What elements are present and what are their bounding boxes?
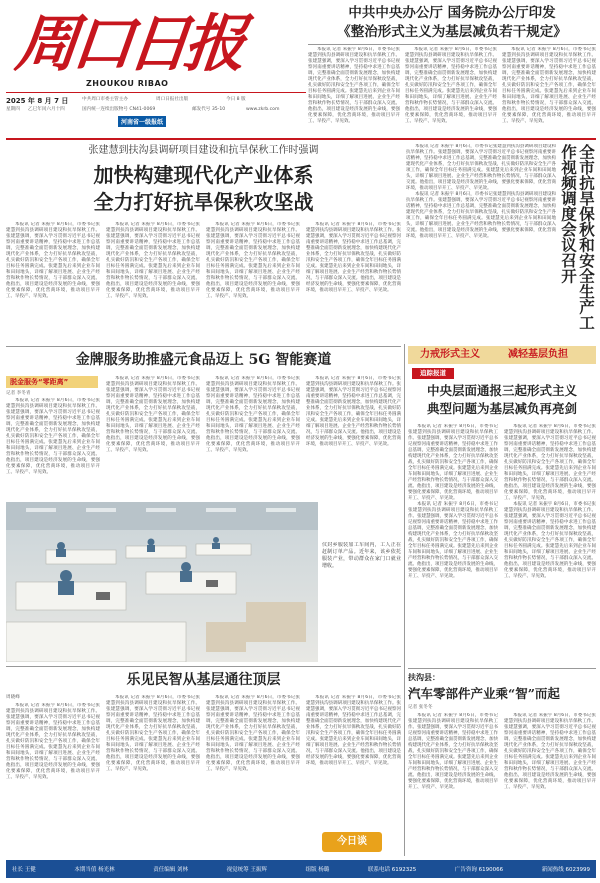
publisher: 周口日报社出版 [156, 97, 189, 102]
lead-body-1: 本报讯 记者 朱振宇 8月6日，市委书记张建慧到扶沟县调研项目建设和抗旱保秋工作。张建慧强调，要深入学习贯彻习近平总书记视察河南重要讲话精神，坚持稳中求进工作总基调，完整准确全面贯彻新发展理念，加快构建现代化产业体系，全力打好抗旱保秋攻坚战，扎实做好防汛和安全生产各项工作，确保全年目标任务圆满完成。张建慧先后来到企业车间和田间地头，详细了解项目进展、企业生产经营和秋作物长势情况，与干部群众深入交流。他指出，项目建设是经济发展的生命线，要强化要素保障，优化营商环境，推动项目早开工、早投产、早见效。 [6, 222, 100, 299]
photo-caption: 仪封乡服装加工车间内，工人正在赶制订单产品。近年来，该乡依托服装产业，带动群众在家门口就业增收。 [322, 542, 401, 569]
fugou-body-1: 本报讯 记者 朱振宇 8月6日，市委书记张建慧到扶沟县调研项目建设和抗旱保秋工作。张建慧强调，要深入学习贯彻习近平总书记视察河南重要讲话精神，坚持稳中求进工作总基调，完整准确全面贯彻新发展理念，加快构建现代化产业体系，全力打好抗旱保秋攻坚战，扎实做好防汛和安全生产各项工作，确保全年目标任务圆满完成。张建慧先后来到企业车间和田间地头，详细了解项目进展、企业生产经营和秋作物长势情况，与干部群众深入交流。他指出，项目建设是经济发展的生命线，要强化要素保障，优化营商环境，推动项目早开工、早投产、早见效。 [408, 713, 498, 790]
top-story-body-3: 本报讯 记者 朱振宇 8月6日，市委书记张建慧到扶沟县调研项目建设和抗旱保秋工作。张建慧强调，要深入学习贯彻习近平总书记视察河南重要讲话精神，坚持稳中求进工作总基调，完整准确全面贯彻新发展理念，加快构建现代化产业体系，全力打好抗旱保秋攻坚战，扎实做好防汛和安全生产各项工作，确保全年目标任务圆满完成。张建慧先后来到企业车间和田间地头，详细了解项目进展、企业生产经营和秋作物长势情况，与干部群众深入交流。他指出，项目建设是经济发展的生命线，要强化要素保障，优化营商环境，推动项目早开工、早投产、早见效。 [502, 47, 596, 124]
footer-item: 组版 杨璐 [305, 867, 330, 873]
factory-photo [6, 502, 318, 662]
footer-item: 广告咨询 6190066 [454, 867, 504, 873]
burden-banner-1: 力戒形式主义 [420, 349, 480, 360]
burden-headline-1: 中央层面通报三起形式主义 [426, 383, 577, 398]
photo-caption-box [322, 502, 401, 662]
food-story [6, 350, 401, 500]
newspaper-pinyin: ZHOUKOU RIBAO [86, 79, 169, 88]
lead-headline-2: 全力打好抗旱保秋攻坚战 [93, 190, 314, 214]
commentary [6, 670, 401, 856]
top-story-headline-1: 中共中央办公厅 国务院办公厅印发 [348, 5, 556, 21]
lead-body-3: 本报讯 记者 朱振宇 8月6日，市委书记张建慧到扶沟县调研项目建设和抗旱保秋工作。张建慧强调，要深入学习贯彻习近平总书记视察河南重要讲话精神，坚持稳中求进工作总基调，完整准确全面贯彻新发展理念，加快构建现代化产业体系，全力打好抗旱保秋攻坚战，扎实做好防汛和安全生产各项工作，确保全年目标任务圆满完成。张建慧先后来到企业车间和田间地头，详细了解项目进展、企业生产经营和秋作物长势情况，与干部群众深入交流。他指出，项目建设是经济发展的生命线，要强化要素保障，优化营商环境，推动项目早开工、早投产、早见效。 [206, 222, 300, 299]
page-count: 今日 8 版 [226, 97, 246, 102]
burden-section [408, 346, 596, 666]
commentary-headline: 乐见民智从基层通往顶层 [126, 672, 281, 688]
fugou-body-2: 本报讯 记者 朱振宇 8月6日，市委书记张建慧到扶沟县调研项目建设和抗旱保秋工作。张建慧强调，要深入学习贯彻习近平总书记视察河南重要讲话精神，坚持稳中求进工作总基调，完整准确全面贯彻新发展理念，加快构建现代化产业体系，全力打好抗旱保秋攻坚战，扎实做好防汛和安全生产各项工作，确保全年目标任务圆满完成。张建慧先后来到企业车间和田间地头，详细了解项目进展、企业生产经营和秋作物长势情况，与干部群众深入交流。他指出，项目建设是经济发展的生命线，要强化要素保障，优化营商环境，推动项目早开工、早投产、早见效。 [504, 713, 596, 790]
food-body-1: 本报讯 记者 朱振宇 8月6日，市委书记张建慧到扶沟县调研项目建设和抗旱保秋工作。张建慧强调，要深入学习贯彻习近平总书记视察河南重要讲话精神，坚持稳中求进工作总基调，完整准确全面贯彻新发展理念，加快构建现代化产业体系，全力打好抗旱保秋攻坚战，扎实做好防汛和安全生产各项工作，确保全年目标任务圆满完成。张建慧先后来到企业车间和田间地头，详细了解项目进展、企业生产经营和秋作物长势情况，与干部群众深入交流。他指出，项目建设是经济发展的生命线，要强化要素保障，优化营商环境，推动项目早开工、早投产、早见效。 [6, 398, 100, 475]
website: www.zkrb.com [246, 107, 280, 112]
masthead [6, 4, 306, 126]
footer-item: 联系电话 6192325 [367, 867, 417, 873]
side-story-vertical-title: 全市抗旱保秋和安全生产工作视频调度会议召开 [559, 144, 596, 330]
lead-kicker: 张建慧到扶沟县调研项目建设和抗旱保秋工作时强调 [88, 145, 319, 156]
footer-item: 社长 王健 [12, 867, 36, 873]
burden-body-1: 本报讯 记者 朱振宇 8月6日，市委书记张建慧到扶沟县调研项目建设和抗旱保秋工作。张建慧强调，要深入学习贯彻习近平总书记视察河南重要讲话精神，坚持稳中求进工作总基调，完整准确全面贯彻新发展理念，加快构建现代化产业体系，全力打好抗旱保秋攻坚战，扎实做好防汛和安全生产各项工作，确保全年目标任务圆满完成。张建慧先后来到企业车间和田间地头，详细了解项目进展、企业生产经营和秋作物长势情况，与干部群众深入交流。他指出，项目建设是经济发展的生命线，要强化要素保障，优化营商环境，推动项目早开工、早投产、早见效。 本报讯 记者 朱振宇 8月6日，市委书记张建慧到扶沟县调研项目建设和抗旱保秋工作。张建慧强调，要深入学习贯彻习近平总书记视察河南重要讲话精神，坚持稳中求进工作总基调，完整准确全面贯彻新发展理念，加快构建现代化产业体系，全力打好抗旱保秋攻坚战，扎实做好防汛和安全生产各项工作，确保全年目标任务圆满完成。张建慧先后来到企业车间和田间地头，详细了解项目进展、企业生产经营和秋作物长势情况，与干部群众深入交流。他指出，项目建设是经济发展的生命线，要强化要素保障，优化营商环境，推动项目早开工、早投产、早见效。 [408, 424, 498, 579]
burden-headline-2: 典型问题为基层减负再亮剑 [426, 401, 577, 416]
footer-item: 责任编辑 刘林 [153, 867, 189, 873]
lead-body-4: 本报讯 记者 朱振宇 8月6日，市委书记张建慧到扶沟县调研项目建设和抗旱保秋工作。张建慧强调，要深入学习贯彻习近平总书记视察河南重要讲话精神，坚持稳中求进工作总基调，完整准确全面贯彻新发展理念，加快构建现代化产业体系，全力打好抗旱保秋攻坚战，扎实做好防汛和安全生产各项工作，确保全年目标任务圆满完成。张建慧先后来到企业车间和田间地头，详细了解项目进展、企业生产经营和秋作物长势情况，与干部群众深入交流。他指出，项目建设是经济发展的生命线，要强化要素保障，优化营商环境，推动项目早开工、早投产、早见效。 [306, 222, 401, 293]
footer-bar [6, 860, 596, 878]
top-story [308, 4, 596, 138]
food-tag: 脱金服务“零距离” [6, 376, 98, 388]
fugou-byline: 记者 张冬冬 [408, 705, 433, 710]
side-story-body: 本报讯 记者 朱振宇 8月6日，市委书记张建慧到扶沟县调研项目建设和抗旱保秋工作。张建慧强调，要深入学习贯彻习近平总书记视察河南重要讲话精神，坚持稳中求进工作总基调，完整准确全面贯彻新发展理念，加快构建现代化产业体系，全力打好抗旱保秋攻坚战，扎实做好防汛和安全生产各项工作，确保全年目标任务圆满完成。张建慧先后来到企业车间和田间地头，详细了解项目进展、企业生产经营和秋作物长势情况，与干部群众深入交流。他指出，项目建设是经济发展的生命线，要强化要素保障，优化营商环境，推动项目早开工、早投产、早见效。 本报讯 记者 朱振宇 8月6日，市委书记张建慧到扶沟县调研项目建设和抗旱保秋工作。张建慧强调，要深入学习贯彻习近平总书记视察河南重要讲话精神，坚持稳中求进工作总基调，完整准确全面贯彻新发展理念，加快构建现代化产业体系，全力打好抗旱保秋攻坚战，扎实做好防汛和安全生产各项工作，确保全年目标任务圆满完成。张建慧先后来到企业车间和田间地头，详细了解项目进展、企业生产经营和秋作物长势情况，与干部群众深入交流。他指出，项目建设是经济发展的生命线，要强化要素保障，优化营商环境，推动项目早开工、早投产、早见效。 [406, 144, 556, 239]
food-body-4: 本报讯 记者 朱振宇 8月6日，市委书记张建慧到扶沟县调研项目建设和抗旱保秋工作。张建慧强调，要深入学习贯彻习近平总书记视察河南重要讲话精神，坚持稳中求进工作总基调，完整准确全面贯彻新发展理念，加快构建现代化产业体系，全力打好抗旱保秋攻坚战，扎实做好防汛和安全生产各项工作，确保全年目标任务圆满完成。张建慧先后来到企业车间和田间地头，详细了解项目进展、企业生产经营和秋作物长势情况，与干部群众深入交流。他指出，项目建设是经济发展的生命线，要强化要素保障，优化营商环境，推动项目早开工、早投产、早见效。 [306, 376, 401, 447]
issue-date: 2025 年 8 月 7 日 [6, 97, 69, 105]
fugou-section [408, 672, 596, 856]
burden-banner-2: 减轻基层负担 [508, 349, 568, 360]
sponsor: 中共周口市委主管主办 [82, 97, 128, 102]
burden-body-2: 本报讯 记者 朱振宇 8月6日，市委书记张建慧到扶沟县调研项目建设和抗旱保秋工作。张建慧强调，要深入学习贯彻习近平总书记视察河南重要讲话精神，坚持稳中求进工作总基调，完整准确全面贯彻新发展理念，加快构建现代化产业体系，全力打好抗旱保秋攻坚战，扎实做好防汛和安全生产各项工作，确保全年目标任务圆满完成。张建慧先后来到企业车间和田间地头，详细了解项目进展、企业生产经营和秋作物长势情况，与干部群众深入交流。他指出，项目建设是经济发展的生命线，要强化要素保障，优化营商环境，推动项目早开工、早投产、早见效。 本报讯 记者 朱振宇 8月6日，市委书记张建慧到扶沟县调研项目建设和抗旱保秋工作。张建慧强调，要深入学习贯彻习近平总书记视察河南重要讲话精神，坚持稳中求进工作总基调，完整准确全面贯彻新发展理念，加快构建现代化产业体系，全力打好抗旱保秋攻坚战，扎实做好防汛和安全生产各项工作，确保全年目标任务圆满完成。张建慧先后来到企业车间和田间地头，详细了解项目进展、企业生产经营和秋作物长势情况，与干部群众深入交流。他指出，项目建设是经济发展的生命线，要强化要素保障，优化营商环境，推动项目早开工、早投产、早见效。 [504, 424, 596, 579]
burden-sub-banner: 追踪报道 [412, 368, 454, 379]
lead-headline-1: 加快构建现代化产业体系 [93, 163, 314, 187]
commentary-body-2: 本报讯 记者 朱振宇 8月6日，市委书记张建慧到扶沟县调研项目建设和抗旱保秋工作。张建慧强调，要深入学习贯彻习近平总书记视察河南重要讲话精神，坚持稳中求进工作总基调，完整准确全面贯彻新发展理念，加快构建现代化产业体系，全力打好抗旱保秋攻坚战，扎实做好防汛和安全生产各项工作，确保全年目标任务圆满完成。张建慧先后来到企业车间和田间地头，详细了解项目进展、企业生产经营和秋作物长势情况，与干部群众深入交流。他指出，项目建设是经济发展的生命线，要强化要素保障，优化营商环境，推动项目早开工、早投产、早见效。 [106, 695, 200, 772]
province-badge: 河南省一级报纸 [118, 116, 166, 127]
cn-number: 国内统一连续出版物号 CN41-0069 [82, 107, 156, 112]
side-story [406, 144, 596, 340]
footer-item: 视觉统筹 王振辉 [226, 867, 267, 873]
commentary-byline: 周晓峰 [6, 695, 20, 700]
commentary-body-4: 本报讯 记者 朱振宇 8月6日，市委书记张建慧到扶沟县调研项目建设和抗旱保秋工作。张建慧强调，要深入学习贯彻习近平总书记视察河南重要讲话精神，坚持稳中求进工作总基调，完整准确全面贯彻新发展理念，加快构建现代化产业体系，全力打好抗旱保秋攻坚战，扎实做好防汛和安全生产各项工作，确保全年目标任务圆满完成。张建慧先后来到企业车间和田间地头，详细了解项目进展、企业生产经营和秋作物长势情况，与干部群众深入交流。他指出，项目建设是经济发展的生命线，要强化要素保障，优化营商环境，推动项目早开工、早投产、早见效。 [306, 695, 401, 766]
fugou-label: 扶沟县： [408, 673, 440, 682]
factory-photo-image [6, 502, 318, 662]
lead-body-2: 本报讯 记者 朱振宇 8月6日，市委书记张建慧到扶沟县调研项目建设和抗旱保秋工作。张建慧强调，要深入学习贯彻习近平总书记视察河南重要讲话精神，坚持稳中求进工作总基调，完整准确全面贯彻新发展理念，加快构建现代化产业体系，全力打好抗旱保秋攻坚战，扎实做好防汛和安全生产各项工作，确保全年目标任务圆满完成。张建慧先后来到企业车间和田间地头，详细了解项目进展、企业生产经营和秋作物长势情况，与干部群众深入交流。他指出，项目建设是经济发展的生命线，要强化要素保障，优化营商环境，推动项目早开工、早投产、早见效。 [106, 222, 200, 299]
top-story-body-2: 本报讯 记者 朱振宇 8月6日，市委书记张建慧到扶沟县调研项目建设和抗旱保秋工作。张建慧强调，要深入学习贯彻习近平总书记视察河南重要讲话精神，坚持稳中求进工作总基调，完整准确全面贯彻新发展理念，加快构建现代化产业体系，全力打好抗旱保秋攻坚战，扎实做好防汛和安全生产各项工作，确保全年目标任务圆满完成。张建慧先后来到企业车间和田间地头，详细了解项目进展、企业生产经营和秋作物长势情况，与干部群众深入交流。他指出，项目建设是经济发展的生命线，要强化要素保障，优化营商环境，推动项目早开工、早投产、早见效。 [405, 47, 497, 124]
commentary-body-1: 本报讯 记者 朱振宇 8月6日，市委书记张建慧到扶沟县调研项目建设和抗旱保秋工作。张建慧强调，要深入学习贯彻习近平总书记视察河南重要讲话精神，坚持稳中求进工作总基调，完整准确全面贯彻新发展理念，加快构建现代化产业体系，全力打好抗旱保秋攻坚战，扎实做好防汛和安全生产各项工作，确保全年目标任务圆满完成。张建慧先后来到企业车间和田间地头，详细了解项目进展、企业生产经营和秋作物长势情况，与干部群众深入交流。他指出，项目建设是经济发展的生命线，要强化要素保障，优化营商环境，推动项目早开工、早投产、早见效。 [6, 703, 100, 780]
today-talk-stamp: 今日谈 [322, 832, 382, 852]
post-code: 邮发代号 35-10 [192, 107, 226, 112]
top-story-body-1: 本报讯 记者 朱振宇 8月6日，市委书记张建慧到扶沟县调研项目建设和抗旱保秋工作。张建慧强调，要深入学习贯彻习近平总书记视察河南重要讲话精神，坚持稳中求进工作总基调，完整准确全面贯彻新发展理念，加快构建现代化产业体系，全力打好抗旱保秋攻坚战，扎实做好防汛和安全生产各项工作，确保全年目标任务圆满完成。张建慧先后来到企业车间和田间地头，详细了解项目进展、企业生产经营和秋作物长势情况，与干部群众深入交流。他指出，项目建设是经济发展的生命线，要强化要素保障，优化营商环境，推动项目早开工、早投产、早见效。 [308, 47, 400, 124]
food-body-2: 本报讯 记者 朱振宇 8月6日，市委书记张建慧到扶沟县调研项目建设和抗旱保秋工作。张建慧强调，要深入学习贯彻习近平总书记视察河南重要讲话精神，坚持稳中求进工作总基调，完整准确全面贯彻新发展理念，加快构建现代化产业体系，全力打好抗旱保秋攻坚战，扎实做好防汛和安全生产各项工作，确保全年目标任务圆满完成。张建慧先后来到企业车间和田间地头，详细了解项目进展、企业生产经营和秋作物长势情况，与干部群众深入交流。他指出，项目建设是经济发展的生命线，要强化要素保障，优化营商环境，推动项目早开工、早投产、早见效。 [106, 376, 200, 453]
fugou-headline: 汽车零部件产业乘“智”而起 [408, 686, 560, 701]
food-body-3: 本报讯 记者 朱振宇 8月6日，市委书记张建慧到扶沟县调研项目建设和抗旱保秋工作。张建慧强调，要深入学习贯彻习近平总书记视察河南重要讲话精神，坚持稳中求进工作总基调，完整准确全面贯彻新发展理念，加快构建现代化产业体系，全力打好抗旱保秋攻坚战，扎实做好防汛和安全生产各项工作，确保全年目标任务圆满完成。张建慧先后来到企业车间和田间地头，详细了解项目进展、企业生产经营和秋作物长势情况，与干部群众深入交流。他指出，项目建设是经济发展的生命线，要强化要素保障，优化营商环境，推动项目早开工、早投产、早见效。 [206, 376, 300, 453]
commentary-body-3: 本报讯 记者 朱振宇 8月6日，市委书记张建慧到扶沟县调研项目建设和抗旱保秋工作。张建慧强调，要深入学习贯彻习近平总书记视察河南重要讲话精神，坚持稳中求进工作总基调，完整准确全面贯彻新发展理念，加快构建现代化产业体系，全力打好抗旱保秋攻坚战，扎实做好防汛和安全生产各项工作，确保全年目标任务圆满完成。张建慧先后来到企业车间和田间地头，详细了解项目进展、企业生产经营和秋作物长势情况，与干部群众深入交流。他指出，项目建设是经济发展的生命线，要强化要素保障，优化营商环境，推动项目早开工、早投产、早见效。 [206, 695, 300, 772]
footer-item: 新闻热线 6023999 [541, 867, 590, 873]
lead-story [6, 144, 401, 344]
footer-item: 本期当值 杨光林 [74, 867, 115, 873]
food-headline: 金牌服务助推盛元食品迈上 5G 智能赛道 [75, 352, 332, 368]
lunar-date: 乙巳年闰六月十四 [28, 107, 65, 112]
weekday: 星期四 [6, 107, 20, 112]
food-byline: 记者 李冬青 [6, 391, 31, 396]
newspaper-logo: 周口日报 [12, 7, 244, 80]
top-story-headline-2: 《整治形式主义为基层减负若干规定》 [337, 24, 567, 40]
